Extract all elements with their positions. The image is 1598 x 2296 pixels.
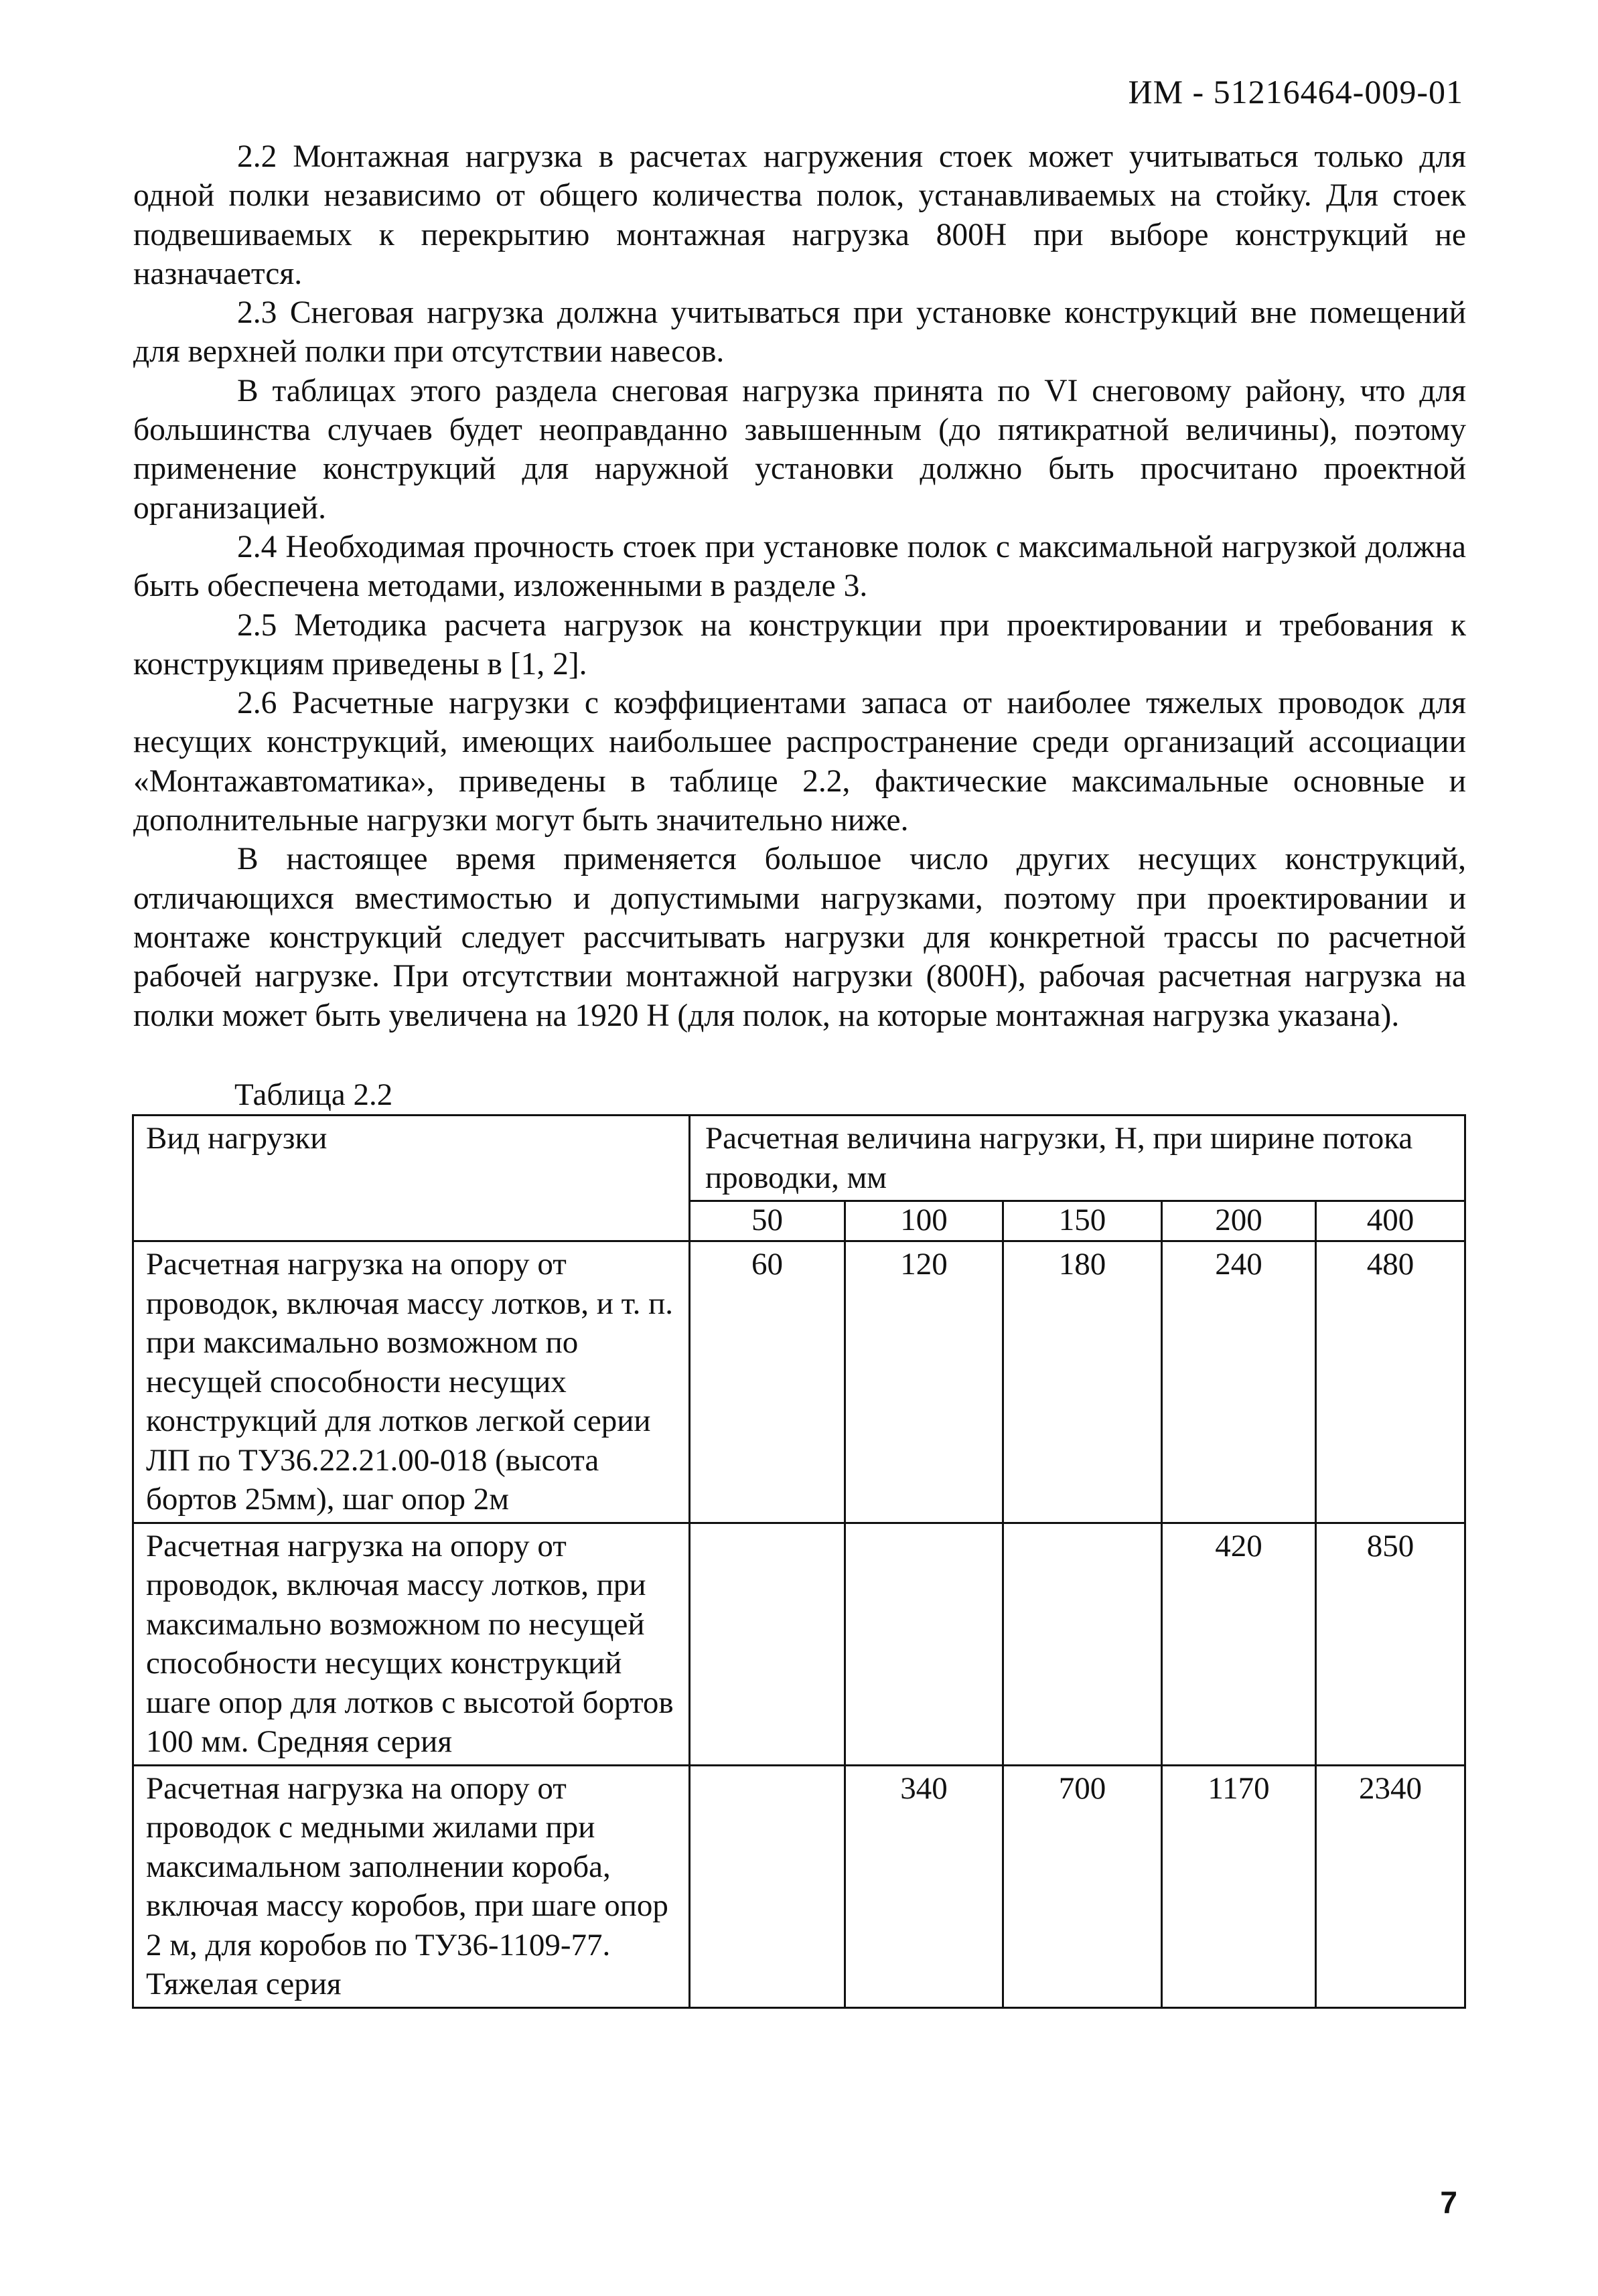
row-value: 480 [1316, 1241, 1465, 1523]
row-label: Расчетная нагрузка на опору от проводок с медными жилами при максимальном заполнении короба, включая массу коробов, при шаге опор 2 м, для коробов по ТУ36-1109-77. Тяжелая серия [133, 1765, 690, 2007]
width-400: 400 [1316, 1201, 1465, 1241]
paragraph-2-4: 2.4 Необходимая прочность стоек при установке полок с максимальной нагрузкой должна быть обеспечена методами, изложенными в разделе 3. [133, 529, 1466, 604]
row-value: 2340 [1316, 1765, 1465, 2007]
row-value: 60 [690, 1241, 845, 1523]
header-load-type: Вид нагрузки [133, 1116, 690, 1241]
paragraph-2-2: 2.2 Монтажная нагрузка в расчетах нагружения стоек может учитываться только для одной полки независимо от общего количества полок, устанавливаемых на стойку. Для стоек подвешиваемых к перекрытию монтажная нагрузка 800Н при выборе конструкций не назначается. [133, 139, 1466, 291]
row-value [845, 1523, 1003, 1765]
row-value [1003, 1523, 1162, 1765]
row-value: 1170 [1162, 1765, 1316, 2007]
row-value: 700 [1003, 1765, 1162, 2007]
row-value: 850 [1316, 1523, 1465, 1765]
table-row [133, 1765, 1465, 2007]
table-row [133, 1241, 1465, 1523]
paragraph-other-structures: В настоящее время применяется большое число других несущих конструкций, отличающихся вместимостью и допустимыми нагрузками, поэтому при проектировании и монтаже конструкций следует рассчитывать нагрузки для конкретной трассы по расчетной рабочей нагрузке. При отсутствии монтажной нагрузки (800Н), рабочая расчетная нагрузка на полки может быть увеличена на 1920 Н (для полок, на которые монтажная нагрузка указана). [133, 842, 1466, 1033]
width-50: 50 [690, 1201, 845, 1241]
table-caption: Таблица 2.2 [234, 1077, 393, 1112]
row-value [690, 1765, 845, 2007]
row-label: Расчетная нагрузка на опору от проводок, включая массу лотков, и т. п. при максимально возможном по несущей способности несущих конструкций для лотков легкой серии ЛП по ТУ36.22.21.00-018 (высота бортов 25мм), шаг опор 2м [133, 1241, 690, 1523]
width-150: 150 [1003, 1201, 1162, 1241]
width-200: 200 [1162, 1201, 1316, 1241]
row-value: 240 [1162, 1241, 1316, 1523]
paragraph-2-5: 2.5 Методика расчета нагрузок на конструкции при проектировании и требования к конструкциям приведены в [1, 2]. [133, 607, 1466, 682]
paragraph-2-6: 2.6 Расчетные нагрузки с коэффициентами запаса от наиболее тяжелых проводок для несущих конструкций, имеющих наибольшее распространение среди организаций ассоциации «Монтажавтоматика», приведены в таблице 2.2, фактические максимальные основные и дополнительные нагрузки могут быть значительно ниже. [133, 686, 1466, 838]
table-row [133, 1523, 1465, 1765]
row-value: 180 [1003, 1241, 1162, 1523]
row-value: 420 [1162, 1523, 1316, 1765]
width-100: 100 [845, 1201, 1003, 1241]
body-text [133, 137, 1466, 1035]
header-load-value: Расчетная величина нагрузки, Н, при ширине потока проводки, мм [690, 1116, 1465, 1201]
paragraph-2-3: 2.3 Снеговая нагрузка должна учитываться при установке конструкций вне помещений для верхней полки при отсутствии навесов. [133, 295, 1466, 370]
document-code: ИМ - 51216464-009-01 [1128, 73, 1463, 110]
paragraph-snow-load: В таблицах этого раздела снеговая нагрузка принята по VI снеговому району, что для большинства случаев будет неоправданно завышенным (до пятикратной величины), поэтому применение конструкций для наружной установки должно быть просчитано проектной организацией. [133, 373, 1466, 526]
page-number: 7 [1440, 2185, 1457, 2220]
row-value: 340 [845, 1765, 1003, 2007]
row-value [690, 1523, 845, 1765]
row-label: Расчетная нагрузка на опору от проводок, включая массу лотков, при максимально возможном по несущей способности несущих конструкций шаге опор для лотков с высотой бортов 100 мм. Средняя серия [133, 1523, 690, 1765]
table-header-row [133, 1116, 1465, 1201]
load-table [132, 1114, 1466, 2009]
row-value: 120 [845, 1241, 1003, 1523]
